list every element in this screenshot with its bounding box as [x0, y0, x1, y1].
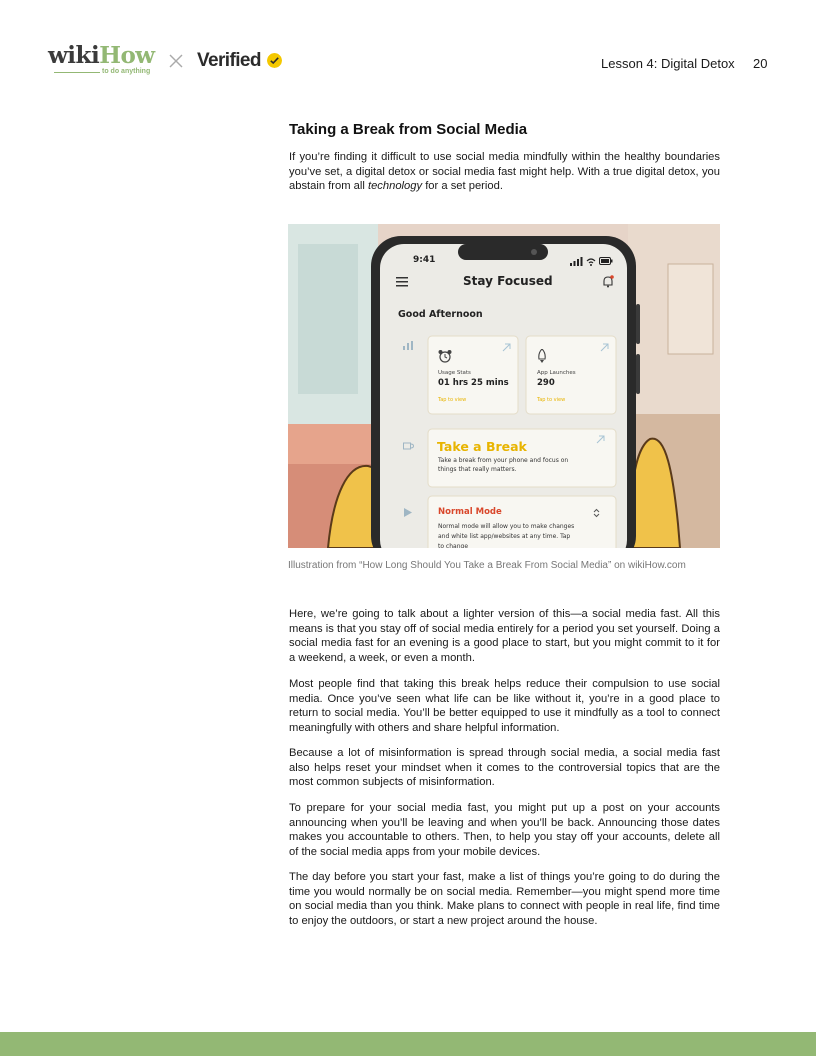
body-paragraph: Because a lot of misinformation is spread through social media, a social media fast also helps reset your mindset when it comes to the controversial topics that are the most common subjects of misinformation.	[289, 747, 720, 788]
app-launches-value: 290	[537, 378, 555, 388]
arrow-up-right-icon	[502, 343, 511, 352]
body-paragraph: Here, we’re going to talk about a lighter version of this—a social media fast. All this means is that you stay off of social media entirely for a period you set yourself. Doing a social media fast for an evening is a good place to start, but you might commit to it for a weekend, a week, or even a month.	[289, 608, 720, 664]
rocket-icon	[537, 349, 547, 363]
intro-emphasis: technology	[367, 180, 423, 192]
wikihow-logo	[48, 44, 155, 67]
arrow-up-right-icon	[600, 343, 609, 352]
chevron-updown-icon	[593, 508, 600, 518]
footer-bar	[0, 1032, 816, 1056]
app-launches-link: Tap to view	[537, 397, 566, 403]
lesson-title: Lesson 4: Digital Detox	[601, 56, 735, 71]
chart-icon	[403, 341, 413, 350]
take-a-break-line1: Take a break from your phone and focus on	[438, 457, 569, 464]
alarm-clock-icon	[438, 349, 452, 363]
battery-icon	[599, 257, 613, 265]
greeting: Good Afternoon	[398, 309, 483, 320]
bell-icon	[602, 275, 614, 288]
take-a-break-title: Take a Break	[437, 439, 527, 454]
menu-icon	[396, 277, 408, 287]
section-heading: Taking a Break from Social Media	[289, 121, 528, 138]
play-icon	[404, 508, 412, 517]
app-title: Stay Focused	[463, 274, 553, 288]
signal-icon	[570, 257, 584, 266]
body-paragraph: To prepare for your social media fast, you might put up a post on your accounts announcing when you’ll be leaving and when you’ll be back. Announcing those dates makes you accountable to others. Then, to help you stay off your accounts, delete all of the social media apps from your mobile devices.	[289, 802, 720, 858]
phone-time: 9:41	[413, 255, 436, 265]
logo-wiki-text: wiki	[48, 42, 100, 69]
normal-mode-line3: to change	[438, 543, 469, 548]
illustration-caption: Illustration from “How Long Should You Take a Break From Social Media” on wikiHow.com	[288, 560, 686, 571]
arrow-up-right-icon	[596, 435, 605, 444]
intro-text: If you’re finding it difficult to use social media mindfully within the healthy boundaries you’ve set, a digital detox or social media fast might help. With a true digital detox, you abstain from all	[289, 151, 720, 192]
verified-logo: Verified	[197, 50, 261, 71]
logo-how-text: How	[99, 42, 155, 69]
page-number: 20	[753, 56, 768, 71]
body-paragraph: Most people find that taking this break helps reduce their compulsion to use social media. Once you’ve seen what life can be like without it, you’re in a good place to return to social media. You’ll be better equipped to use it mindfully as a tool to connect meaningfully with others and share helpful information.	[289, 678, 720, 734]
wifi-icon	[586, 257, 596, 266]
body-paragraph: The day before you start your fast, make a list of things you’re going to do during the time you would normally be on social media. Remember—you might spend more time on social media than you think. Make plans to connect with people in real life, find time to enjoy the outdoors, or start a new project around the house.	[289, 871, 720, 927]
checkmark-icon	[267, 53, 282, 68]
normal-mode-line1: Normal mode will allow you to make changes	[438, 523, 575, 530]
intro-paragraph	[289, 150, 720, 194]
intro-text-end: for a set period.	[422, 180, 503, 192]
coffee-icon	[403, 441, 414, 451]
take-a-break-line2: things that really matters.	[438, 466, 517, 473]
app-launches-label: App Launches	[537, 370, 576, 376]
phone-illustration	[288, 224, 720, 548]
logo-underline	[54, 72, 100, 73]
usage-stats-link: Tap to view	[438, 397, 467, 403]
usage-stats-label: Usage Stats	[438, 370, 471, 376]
normal-mode-title: Normal Mode	[438, 507, 502, 517]
normal-mode-line2: and white list app/websites at any time. Tap	[438, 533, 571, 540]
usage-stats-value: 01 hrs 25 mins	[438, 378, 509, 388]
logo-tagline: to do anything	[102, 68, 151, 75]
close-icon	[167, 52, 185, 70]
